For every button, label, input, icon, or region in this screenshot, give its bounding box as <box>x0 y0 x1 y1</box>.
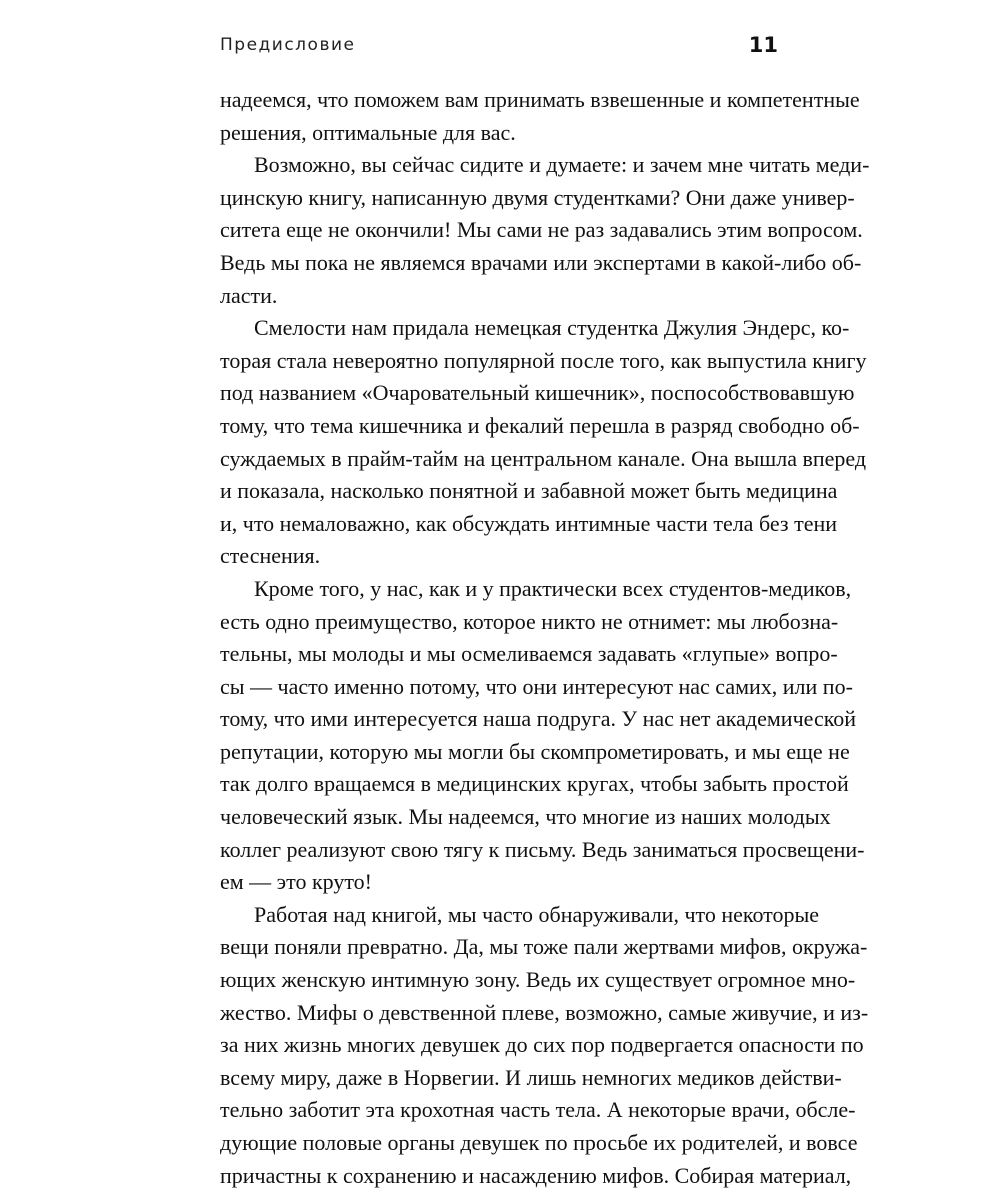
text-line: Работая над книгой, мы часто обнаруживали, что некоторые <box>254 901 820 927</box>
text-line: торая стала невероятно популярной после того, как выпустила книгу <box>220 347 867 373</box>
text-line: тельны, мы молоды и мы осмеливаемся задавать «глупые» вопро- <box>220 641 838 667</box>
text-line: причастны к сохранению и насаждению мифов. Собирая материал, <box>220 1162 852 1188</box>
text-line: надеемся, что поможем вам принимать взвешенные и компетентные <box>220 87 860 112</box>
text-line: за них жизнь многих девушек до сих пор подвергается опасности по <box>220 1032 864 1058</box>
text-line: тельно заботит эта крохотная часть тела. А некоторые врачи, обсле- <box>220 1097 856 1123</box>
text-line: дующие половые органы девушек по просьбе их родителей, и вовсе <box>220 1130 858 1155</box>
text-line: ласти. <box>220 282 278 308</box>
paragraph <box>220 573 865 899</box>
section-title: Предисловие <box>220 35 356 55</box>
text-line: так долго вращаемся в медицинских кругах, чтобы забыть простой <box>220 771 849 797</box>
text-line: сы — часто именно потому, что они интересуют нас самих, или по- <box>220 673 853 699</box>
text-line: тому, что ими интересуется наша подруга. У нас нет академической <box>220 706 857 732</box>
paragraph <box>220 84 860 149</box>
text-line: тому, что тема кишечника и фекалий перешла в разряд свободно об- <box>220 412 860 438</box>
text-line: и показала, насколько понятной и забавной может быть медицина <box>220 478 838 504</box>
text-line: и, что немаловажно, как обсуждать интимные части тела без тени <box>220 510 837 536</box>
text-line: человеческий язык. Мы надеемся, что многие из наших молодых <box>220 804 831 830</box>
paragraph <box>220 149 870 312</box>
text-line: под названием «Очаровательный кишечник», поспособствовавшую <box>220 380 855 406</box>
text-line: Ведь мы пока не являемся врачами или экспертами в какой-либо об- <box>220 249 862 275</box>
text-line: коллег реализуют свою тягу к письму. Ведь заниматься просвещени- <box>220 836 865 862</box>
text-line: суждаемых в прайм-тайм на центральном канале. Она вышла вперед <box>220 445 867 471</box>
body-text <box>220 84 870 1192</box>
text-line: ем — это круто! <box>220 869 373 895</box>
page-number: 11 <box>748 33 778 57</box>
text-line: Возможно, вы сейчас сидите и думаете: и зачем мне читать меди- <box>254 152 870 178</box>
text-line: решения, оптимальные для вас. <box>220 119 516 145</box>
text-line: всему миру, даже в Норвегии. И лишь немногих медиков действи- <box>220 1064 842 1090</box>
paragraph <box>220 899 869 1192</box>
text-line: цинскую книгу, написанную двумя студентками? Они даже универ- <box>220 184 855 210</box>
text-line: ситета еще не окончили! Мы сами не раз задавались этим вопросом. <box>220 217 863 243</box>
paragraph <box>220 312 867 573</box>
text-line: стеснения. <box>220 543 321 569</box>
text-line: вещи поняли превратно. Да, мы тоже пали жертвами мифов, окружа- <box>220 934 868 960</box>
text-line: репутации, которую мы могли бы скомпрометировать, и мы еще не <box>220 738 850 764</box>
running-head <box>220 33 780 63</box>
text-line: Кроме того, у нас, как и у практически всех студентов-медиков, <box>254 575 852 601</box>
text-line: Смелости нам придала немецкая студентка Джулия Эндерс, ко- <box>254 315 850 341</box>
text-line: жество. Мифы о девственной плеве, возможно, самые живучие, и из- <box>220 999 869 1025</box>
text-line: ющих женскую интимную зону. Ведь их существует огромное мно- <box>220 967 856 993</box>
text-line: есть одно преимущество, которое никто не отнимет: мы любозна- <box>220 608 839 634</box>
